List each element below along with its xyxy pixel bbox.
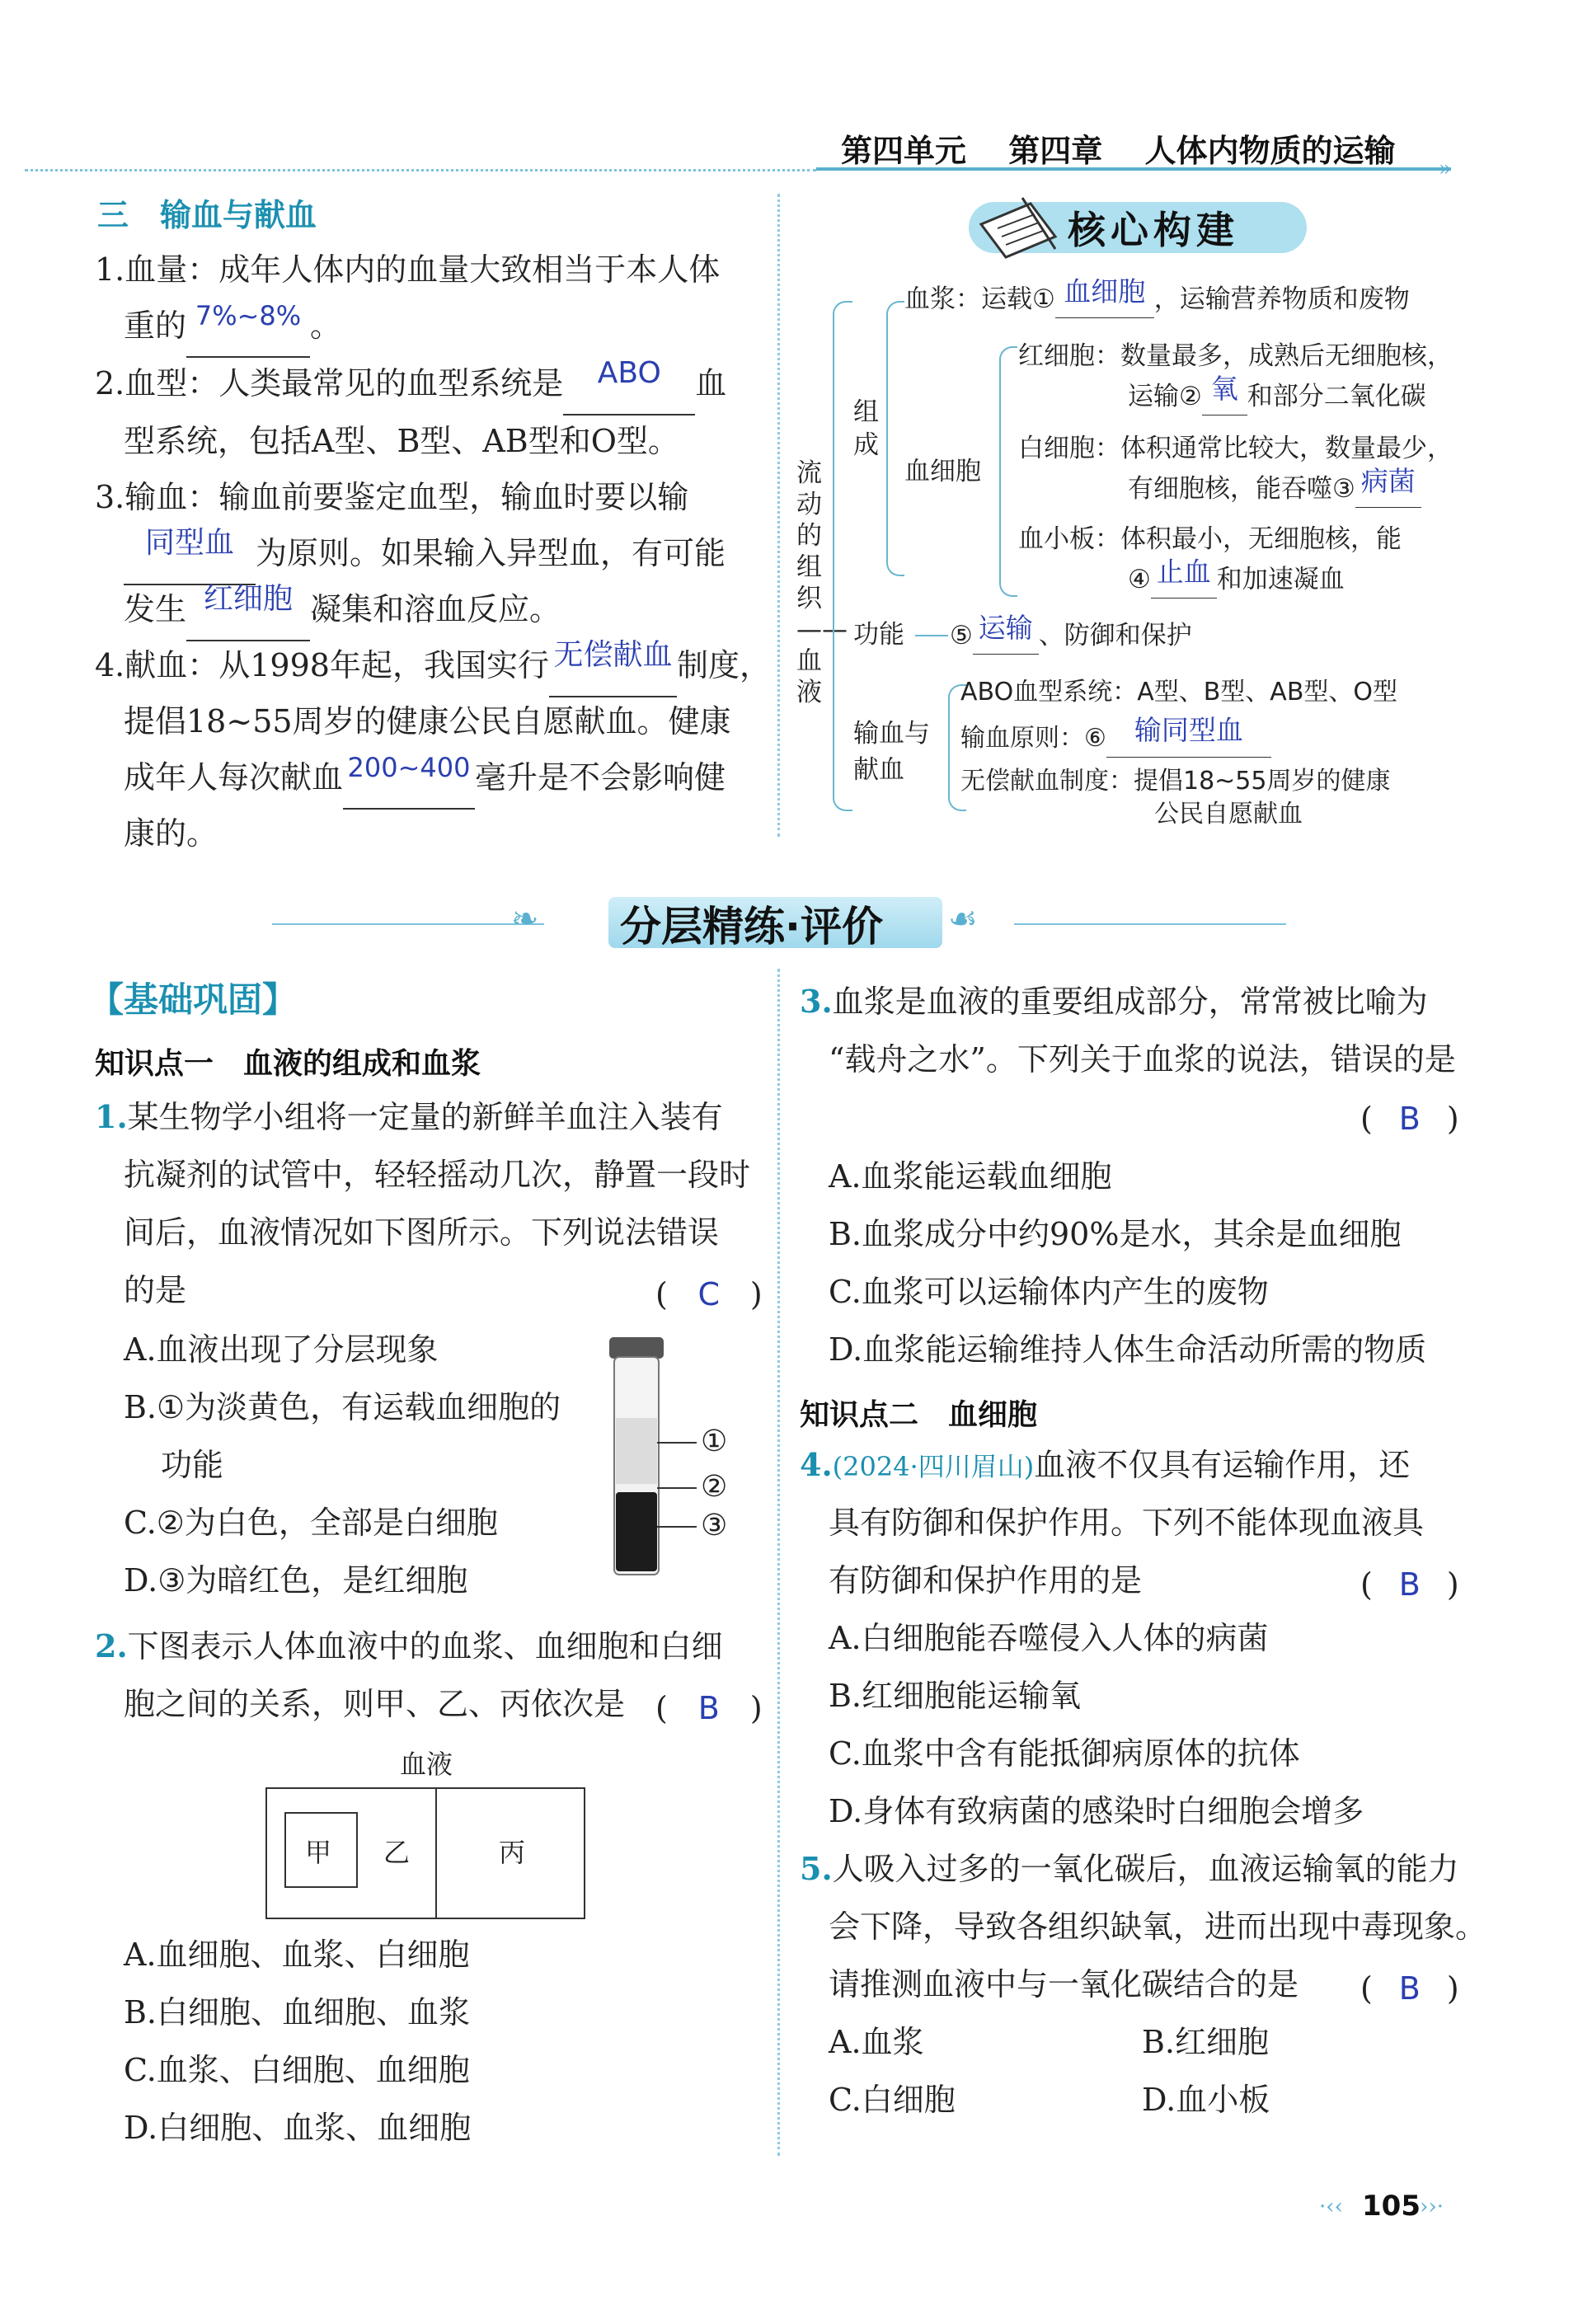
q2-answer: B — [697, 1690, 720, 1726]
notebook-icon — [973, 191, 1064, 269]
q1-answer: C — [697, 1276, 721, 1312]
brace-zucheng — [886, 301, 904, 576]
jichu-title: 【基础巩固】 — [89, 979, 298, 1020]
q1-line2: 抗凝剂的试管中，轻轻摇动几次，静置一段时 — [124, 1157, 751, 1193]
s3-item2-line2: 型系统，包括A型、B型、AB型和O型。 — [124, 423, 679, 459]
q5-number: 5. — [800, 1850, 833, 1887]
kp1-title: 知识点一 血液的组成和血浆 — [95, 1047, 481, 1081]
s3-item4-line1: 4.献血：从1998年起，我国实行 无偿献血 制度， — [95, 636, 771, 697]
q4-option-c: C.血浆中含有能抵御病原体的抗体 — [829, 1735, 1300, 1772]
core-hongxibao-line2: 运输② 氧 和部分二氧化碳 — [1128, 378, 1426, 416]
s3-item1-line2: 重的 $^{7\%\sim 8\%}$ 。 — [124, 297, 341, 358]
brace-xuexibao — [999, 346, 1017, 597]
s3-item3-answer: 同型血 — [144, 526, 234, 560]
q5-option-c: C.白细胞 — [829, 2082, 956, 2118]
q2-answer-paren: ( B ) — [655, 1690, 763, 1726]
banner-line-right — [1014, 923, 1286, 925]
q5-option-d: D.血小板 — [1142, 2082, 1270, 2118]
q2-option-a: A.血细胞、血浆、白细胞 — [124, 1937, 470, 1973]
core-xuejiang: 血浆：运载① 血细胞 ，运输营养物质和废物 — [904, 280, 1410, 318]
core-xuexiaoban-line2: ④ 止血 和加速凝血 — [1128, 561, 1345, 599]
core-answer-1: 血细胞 — [1064, 275, 1146, 308]
core-answer-3: 病菌 — [1360, 465, 1416, 497]
q3-number: 3. — [800, 983, 833, 1020]
core-answer-5: 运输 — [978, 612, 1033, 644]
q1-option-d: D.③为暗红色，是红细胞 — [124, 1562, 468, 1599]
q1-option-a: A.血液出现了分层现象 — [124, 1331, 439, 1368]
tube-label-2: ② — [701, 1470, 728, 1504]
core-baixibao-line1: 白细胞：体积通常比较大，数量最少， — [1018, 434, 1453, 463]
test-tube-figure — [606, 1336, 746, 1586]
column-divider-top — [777, 194, 780, 837]
q3-option-d: D.血浆能运输维持人体生命活动所需的物质 — [829, 1331, 1427, 1368]
q4-answer: B — [1398, 1566, 1421, 1603]
core-title: 核心构建 — [1068, 208, 1239, 252]
q2-box-yi: 乙 — [383, 1837, 411, 1868]
banner-ornament-right-icon: ☙ — [948, 900, 978, 938]
header-arrow-icon: » — [1439, 157, 1452, 181]
s3-item4-answer2: 200~400 — [347, 752, 471, 783]
q1-option-c: C.②为白色，全部是白细胞 — [124, 1505, 498, 1541]
q4-source: (2024·四川眉山) — [832, 1451, 1035, 1482]
q2-box-divider — [435, 1787, 437, 1918]
s3-item1-answer: 7%~8% — [195, 300, 302, 331]
q1-option-b: B.①为淡黄色，有运载血细胞的 — [124, 1389, 561, 1425]
core-xuexibao: 血细胞 — [904, 457, 981, 486]
q2-box-bing: 丙 — [499, 1837, 526, 1868]
q5-option-b: B.红细胞 — [1142, 2024, 1270, 2060]
core-xuexiaoban-line1: 血小板：体积最小，无细胞核，能 — [1018, 524, 1402, 554]
q4-option-a: A.白细胞能吞噬侵入人体的病菌 — [829, 1620, 1269, 1656]
banner-line-left — [272, 923, 544, 925]
tube-label-1: ① — [701, 1425, 728, 1458]
s3-item3-answer2: 红细胞 — [204, 582, 294, 616]
q5-line1: 5.人吸入过多的一氧化碳后，血液运输氧的能力 — [800, 1850, 1459, 1887]
header-topic: 人体内物质的运输 — [1144, 133, 1396, 169]
q3-option-b: B.血浆成分中约90%是水，其余是血细胞 — [829, 1216, 1402, 1252]
core-root: 流动的组织——血液 — [796, 458, 848, 707]
core-gongneng-label: 功能 — [853, 620, 904, 650]
q2-option-c: C.血浆、白细胞、血细胞 — [124, 2052, 470, 2088]
core-shuxue-yuanze: 输血原则：⑥ 输同型血 — [960, 719, 1271, 758]
core-gongneng-connector — [915, 635, 948, 636]
core-answer-2: 氧 — [1210, 373, 1238, 405]
s3-item4-line4: 康的。 — [124, 815, 218, 852]
brace-root — [833, 301, 852, 811]
q4-answer-paren: ( B ) — [1360, 1566, 1459, 1603]
s3-item1-line1: 1.血量：成年人体内的血量大致相当于本人体 — [95, 251, 721, 288]
q5-answer-paren: ( B ) — [1360, 1970, 1459, 2007]
q1-answer-paren: ( C ) — [655, 1276, 763, 1312]
kp2-title: 知识点二 血细胞 — [800, 1398, 1038, 1432]
section3-title: 三 输血与献血 — [97, 197, 317, 233]
s3-item3-line1: 3.输血：输血前要鉴定血型，输血时要以输 — [95, 479, 689, 515]
s3-item2-answer: ABO — [597, 356, 661, 390]
q2-box-jia: 甲 — [305, 1837, 332, 1868]
q3-answer-paren: ( B ) — [1360, 1101, 1459, 1137]
q1-line1: 1.某生物学小组将一定量的新鲜羊血注入装有 — [95, 1098, 723, 1135]
q1-line4: 的是 — [124, 1272, 187, 1308]
q5-answer: B — [1398, 1970, 1421, 2007]
q2-option-b: B.白细胞、血细胞、血浆 — [124, 1994, 471, 2031]
core-gongneng: ⑤ 运输 、防御和保护 — [950, 617, 1192, 655]
core-zucheng: 组成 — [853, 397, 879, 460]
q2-option-d: D.白细胞、血浆、血细胞 — [124, 2110, 472, 2146]
q3-line2: “载舟之水”。下列关于血浆的说法，错误的是 — [829, 1041, 1456, 1077]
core-hongxibao-line1: 红细胞：数量最多，成熟后无细胞核， — [1018, 341, 1453, 371]
q5-line3: 请推测血液中与一氧化碳结合的是 — [829, 1966, 1299, 2002]
core-shuxue-wuchang2: 公民自愿献血 — [1154, 800, 1303, 829]
q1-line3: 间后，血液情况如下图所示。下列说法错误 — [124, 1214, 720, 1251]
q3-option-a: A.血浆能运载血细胞 — [829, 1158, 1112, 1195]
s3-item3-line2: 同型血 为原则。如果输入异型血，有可能 — [124, 524, 726, 585]
s3-item4-line2: 提倡18~55周岁的健康公民自愿献血。健康 — [124, 703, 731, 739]
banner-ornament-left-icon: ❧ — [511, 900, 539, 938]
q2-box-title: 血液 — [400, 1749, 453, 1780]
q4-line2: 具有防御和保护作用。下列不能体现血液具 — [829, 1505, 1425, 1541]
page-number: 105 — [1362, 2190, 1421, 2223]
s3-item2-line1: 2.血型：人类最常见的血型系统是 ABO 血 — [95, 354, 726, 416]
q3-option-c: C.血浆可以运输体内产生的废物 — [829, 1274, 1269, 1310]
q4-option-d: D.身体有致病菌的感染时白细胞会增多 — [829, 1793, 1364, 1829]
column-divider-bottom — [777, 969, 780, 2156]
q2-line2: 胞之间的关系，则甲、乙、丙依次是 — [124, 1686, 626, 1722]
q2-line1: 2.下图表示人体血液中的血浆、血细胞和白细 — [95, 1627, 723, 1664]
page-number-ornament-right-icon: ››· — [1420, 2195, 1444, 2219]
q1-option-b-cont: 功能 — [161, 1447, 224, 1483]
core-answer-4: 止血 — [1156, 556, 1211, 588]
q5-option-a: A.血浆 — [829, 2024, 924, 2060]
core-baixibao-line2: 有细胞核，能吞噬③ 病菌 — [1128, 470, 1421, 508]
header-dotted-line — [25, 169, 816, 171]
q4-option-b: B.红细胞能运输氧 — [829, 1678, 1082, 1714]
q4-line3: 有防御和保护作用的是 — [829, 1562, 1143, 1599]
q3-line1: 3.血浆是血液的重要组成部分，常常被比喻为 — [800, 983, 1428, 1020]
header-chapter: 第四章 — [1008, 133, 1103, 169]
q4-number: 4. — [800, 1446, 833, 1483]
q5-line2: 会下降，导致各组织缺氧，进而出现中毒现象。 — [829, 1908, 1487, 1945]
page-number-ornament-left-icon: ·‹‹ — [1319, 2195, 1344, 2219]
s3-item4-answer: 无偿献血 — [553, 638, 673, 672]
header-unit: 第四单元 — [841, 133, 967, 169]
core-answer-6: 输同型血 — [1134, 714, 1243, 746]
q4-line1: 4.(2024·四川眉山)血液不仅具有运输作用，还 — [800, 1446, 1411, 1483]
s3-item4-line3: 成年人每次献血 $^{200\sim 400}$ 毫升是不会影响健 — [124, 749, 726, 810]
core-shuxue-abo: ABO血型系统：A型、B型、AB型、O型 — [960, 678, 1398, 707]
q1-number: 1. — [95, 1098, 128, 1135]
q2-number: 2. — [95, 1627, 128, 1664]
q3-answer: B — [1398, 1101, 1421, 1137]
s3-item3-line3: 发生 红细胞 凝集和溶血反应。 — [124, 580, 561, 641]
header-title — [841, 125, 1396, 171]
tube-label-3: ③ — [701, 1509, 728, 1542]
core-shuxue-label: 输血与献血 — [853, 719, 930, 785]
banner-title: 分层精练·评价 — [620, 903, 883, 951]
core-shuxue-wuchang1: 无偿献血制度：提倡18~55周岁的健康 — [960, 767, 1391, 796]
